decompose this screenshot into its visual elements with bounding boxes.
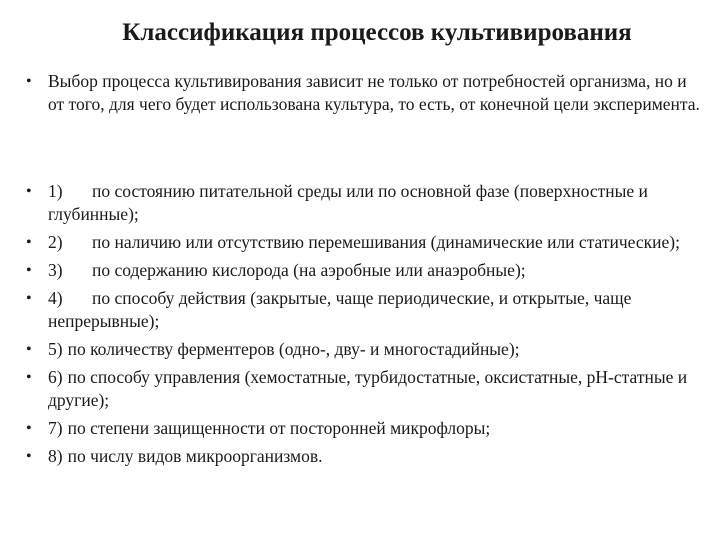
list-item-text	[48, 338, 706, 361]
list-item	[26, 231, 706, 254]
bullet-icon: •	[26, 73, 32, 90]
intro-text: Выбор процесса культивирования зависит не только от потребностей организма, но и от того, для чего будет использована культура, то есть, от конечной цели эксперимента.	[48, 71, 700, 114]
list-item	[26, 366, 706, 412]
bullet-icon: •	[26, 290, 32, 307]
item-description: по состоянию питательной среды или по основной фазе (поверхностные и глубинные);	[48, 181, 648, 224]
list-item-intro	[26, 70, 706, 116]
intro-paragraph	[26, 70, 706, 121]
list-item	[26, 259, 706, 282]
item-description: по способу управления (хемостатные, турбидостатные, оксистатные, pH-статные и другие);	[48, 367, 688, 410]
bullet-icon: •	[26, 183, 32, 200]
bullet-icon: •	[26, 420, 32, 437]
item-number: 6)	[48, 367, 63, 387]
list-item-text	[48, 180, 706, 226]
item-number: 8)	[48, 446, 63, 466]
item-number: 7)	[48, 418, 63, 438]
list-item	[26, 445, 706, 468]
bullet-icon: •	[26, 341, 32, 358]
bullet-icon: •	[26, 262, 32, 279]
bullet-icon: •	[26, 448, 32, 465]
item-number: 5)	[48, 339, 63, 359]
item-number: 1)	[48, 181, 63, 201]
item-number: 2)	[48, 232, 63, 252]
item-description: по степени защищенности от посторонней микрофлоры;	[67, 418, 491, 438]
bullet-icon: •	[26, 234, 32, 251]
item-description: по содержанию кислорода (на аэробные или анаэробные);	[92, 260, 526, 280]
list-item-text	[48, 417, 706, 440]
list-item	[26, 180, 706, 226]
item-number: 3)	[48, 260, 63, 280]
list-item-text	[48, 287, 706, 333]
item-number: 4)	[48, 288, 63, 308]
classification-list	[26, 180, 706, 473]
item-description: по наличию или отсутствию перемешивания (динамические или статические);	[92, 232, 680, 252]
list-item	[26, 417, 706, 440]
bullet-icon: •	[26, 369, 32, 386]
item-description: по количеству ферментеров (одно-, дву- и многостадийные);	[67, 339, 520, 359]
list-item-text	[48, 445, 706, 468]
list-item-text	[48, 259, 706, 282]
list-item-text	[48, 366, 706, 412]
item-description: по способу действия (закрытые, чаще периодические, и открытые, чаще непрерывные);	[48, 288, 632, 331]
slide-title: Классификация процессов культивирования	[122, 19, 632, 46]
list-item	[26, 287, 706, 333]
list-item	[26, 338, 706, 361]
list-item-text	[48, 231, 706, 254]
item-description: по числу видов микроорганизмов.	[67, 446, 323, 466]
